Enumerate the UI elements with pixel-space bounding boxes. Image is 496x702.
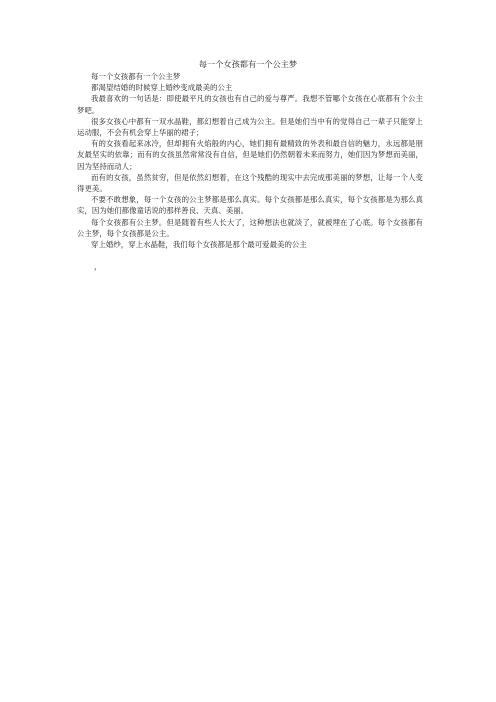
trailing-punctuation: ，	[94, 262, 102, 271]
paragraph-5: 有的女孩看起来冰冷，但却拥有火焰般的内心，她们拥有最精致的外表和最自信的魅力，永远都是朋友最坚实的依靠；而有的女孩虽然常常没有自信，但是她们仍然朝着未来而努力，她们因为梦想而美丽，因为坚持而动人；	[77, 139, 423, 171]
paragraph-6: 而有的女孩，虽然贫穷，但是依然幻想着，在这个残酷的现实中去完成那美丽的梦想，让每一个人变得更美。	[77, 172, 423, 194]
paragraph-7: 不要不敢想象，每一个女孩的公主梦都是那么真实。每个女孩都是那么真实，每个女孩都是为那么真实，因为她们都像童话说的那样善良、天真、美丽。	[77, 195, 423, 216]
paragraph-9: 穿上婚纱，穿上水晶鞋，我们每个女孩都是那个最可爱最美的公主	[91, 240, 307, 250]
paragraph-4: 很多女孩心中都有一双水晶鞋，都幻想着自己成为公主。但是她们当中有的觉得自己一辈子只能穿上运动服，不会有机会穿上华丽的裙子；	[77, 116, 423, 138]
paragraph-8: 每个女孩都有公主梦。但是随着有些人长大了，这种想法也就淡了，就被埋在了心底。每个女孩都有公主梦，每个女孩都是公主。	[77, 217, 423, 238]
paragraph-2: 都渴望结婚的时候穿上婚纱变成最美的公主	[91, 83, 233, 93]
document-title: 每一个女孩都有一个公主梦	[198, 59, 298, 69]
document-body	[77, 71, 423, 250]
paragraph-1: 每一个女孩都有一个公主梦	[91, 72, 181, 81]
paragraph-3: 我最喜欢的一句话是：即使最平凡的女孩也有自己的爱与尊严。我想不管哪个女孩在心底都有个公主梦吧。	[77, 94, 423, 115]
